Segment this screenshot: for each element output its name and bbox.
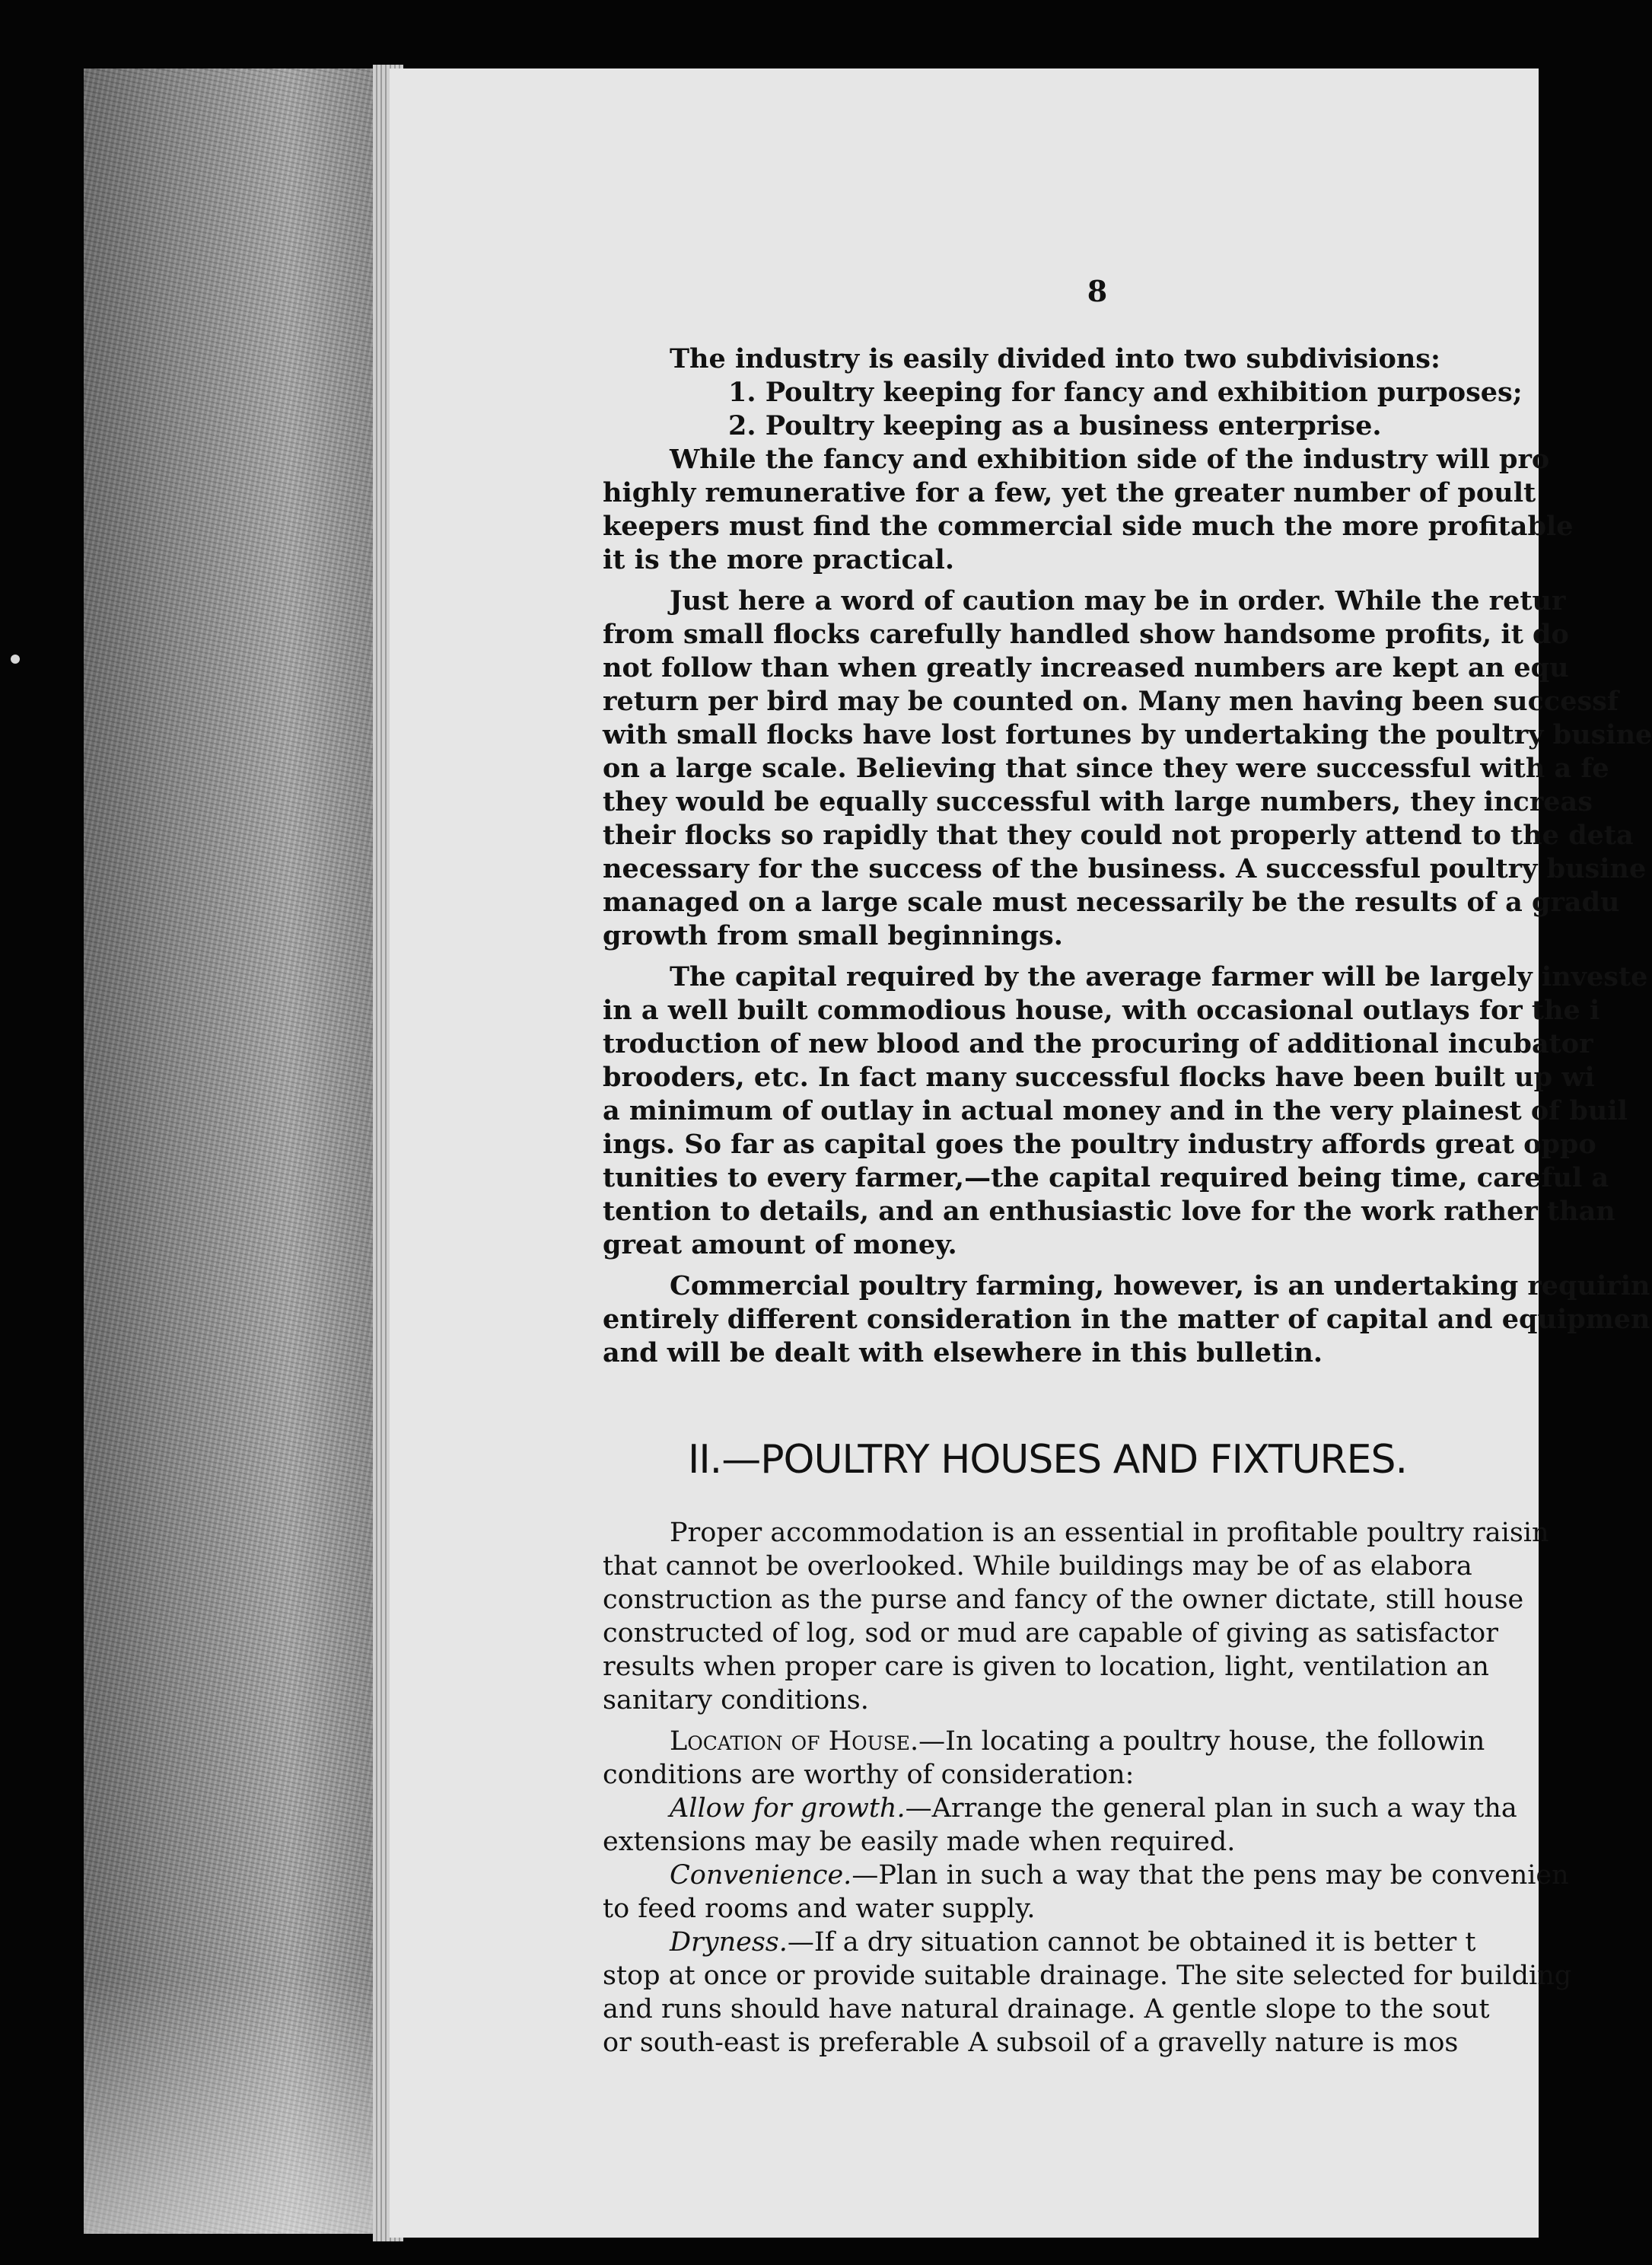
text-line: keepers must find the commercial side much the more profitable: [603, 511, 1574, 542]
text-line: [603, 1725, 1607, 1758]
text-run: —If a dry situation cannot be obtained it is better t: [787, 1927, 1476, 1958]
text-line: construction as the purse and fancy of the owner dictate, still house: [603, 1585, 1524, 1615]
paragraph-caution: [603, 585, 1652, 953]
paragraph-growth: [603, 1792, 1607, 1859]
text-line: ings. So far as capital goes the poultry industry affords great oppo: [603, 1129, 1596, 1160]
text-line: growth from small beginnings.: [603, 920, 1063, 951]
text-line: brooders, etc. In fact many successful flocks have been built up wi: [603, 1062, 1595, 1093]
list-item: 2. Poultry keeping as a business enterprise.: [728, 410, 1382, 441]
intro-lead: The industry is easily divided into two subdivisions:: [670, 343, 1440, 374]
text-line: While the fancy and exhibition side of the industry will pro: [670, 444, 1550, 475]
list-item: 1. Poultry keeping for fancy and exhibition purposes;: [728, 377, 1523, 408]
text-line: and runs should have natural drainage. A gentle slope to the sout: [603, 1994, 1490, 2024]
text-line: or south-east is preferable A subsoil of a gravelly nature is mos: [603, 2028, 1459, 2058]
run-in-heading: Dryness.: [670, 1927, 788, 1958]
text-line: Proper accommodation is an essential in profitable poultry raisin: [670, 1518, 1549, 1548]
text-line: on a large scale. Believing that since they were successful with a fe: [603, 753, 1609, 784]
text-line: with small flocks have lost fortunes by undertaking the poultry busine: [603, 719, 1652, 750]
paragraph-convenience: [603, 1859, 1607, 1926]
text-line: tunities to every farmer,—the capital required being time, careful a: [603, 1162, 1609, 1193]
paragraph-fancy-vs-commercial: [603, 443, 1607, 577]
text-line: results when proper care is given to location, light, ventilation an: [603, 1652, 1489, 1682]
text-line: in a well built commodious house, with occasional outlays for the i: [603, 995, 1600, 1026]
paragraph-capital: [603, 960, 1648, 1262]
text-line: managed on a large scale must necessarily be the results of a gradu: [603, 887, 1620, 918]
section-heading: II.—POULTRY HOUSES AND FIXTURES.: [688, 1437, 1408, 1483]
document-page: [390, 68, 1652, 2238]
text-line: to feed rooms and water supply.: [603, 1894, 1036, 1924]
page-number: 8: [1087, 274, 1108, 308]
text-run: —In locating a poultry house, the followin: [918, 1726, 1485, 1757]
text-line: necessary for the success of the business. A successful poultry busine: [603, 853, 1647, 884]
text-line: Just here a word of caution may be in order. While the retur: [670, 585, 1566, 616]
text-line: not follow than when greatly increased numbers are kept an equ: [603, 652, 1569, 683]
text-line: tention to details, and an enthusiastic love for the work rather than: [603, 1196, 1615, 1227]
text-line: highly remunerative for a few, yet the greater number of poult: [603, 477, 1536, 508]
text-line: sanitary conditions.: [603, 1685, 869, 1715]
run-in-heading: Location of House.: [670, 1726, 919, 1757]
text-line: entirely different consideration in the matter of capital and equipmen: [603, 1304, 1650, 1335]
text-line: return per bird may be counted on. Many men having been successf: [603, 686, 1619, 717]
text-line: The capital required by the average farmer will be largely investe: [670, 961, 1648, 992]
body-text: [603, 342, 1652, 2060]
text-line: [603, 1792, 1607, 1825]
text-line: a minimum of outlay in actual money and in the very plainest of buil: [603, 1095, 1628, 1126]
run-in-heading: Convenience.: [670, 1860, 852, 1891]
text-line: extensions may be easily made when required.: [603, 1827, 1236, 1857]
binding-gutter: [84, 68, 388, 2234]
paragraph-location: [603, 1725, 1607, 1792]
gutter-fade: [84, 1979, 388, 2234]
text-line: their flocks so rapidly that they could not properly attend to the deta: [603, 820, 1634, 851]
text-line: it is the more practical.: [603, 544, 955, 575]
paragraph-commercial-farming: [603, 1269, 1650, 1370]
text-line: conditions are worthy of consideration:: [603, 1760, 1135, 1790]
text-line: great amount of money.: [603, 1229, 957, 1260]
text-run: —Arrange the general plan in such a way tha: [905, 1793, 1517, 1824]
text-line: [603, 1926, 1607, 1959]
text-line: they would be equally successful with large numbers, they increas: [603, 786, 1593, 817]
run-in-heading: Allow for growth.: [670, 1793, 906, 1824]
text-line: troduction of new blood and the procuring of additional incubator: [603, 1028, 1593, 1059]
text-line: that cannot be overlooked. While buildings may be of as elabora: [603, 1551, 1472, 1582]
scan-artifact-dot: [11, 655, 20, 664]
text-line: from small flocks carefully handled show handsome profits, it do: [603, 619, 1569, 650]
paragraph-accommodation: [603, 1516, 1607, 1717]
paragraph-dryness: [603, 1926, 1607, 2060]
text-line: [603, 1859, 1607, 1892]
text-line: and will be dealt with elsewhere in this bulletin.: [603, 1337, 1323, 1368]
text-run: —Plan in such a way that the pens may be convenien: [851, 1860, 1569, 1891]
text-line: constructed of log, sod or mud are capable of giving as satisfactor: [603, 1618, 1498, 1649]
text-line: Commercial poultry farming, however, is an undertaking requirin: [670, 1270, 1650, 1301]
text-line: stop at once or provide suitable drainage. The site selected for building: [603, 1961, 1572, 1991]
